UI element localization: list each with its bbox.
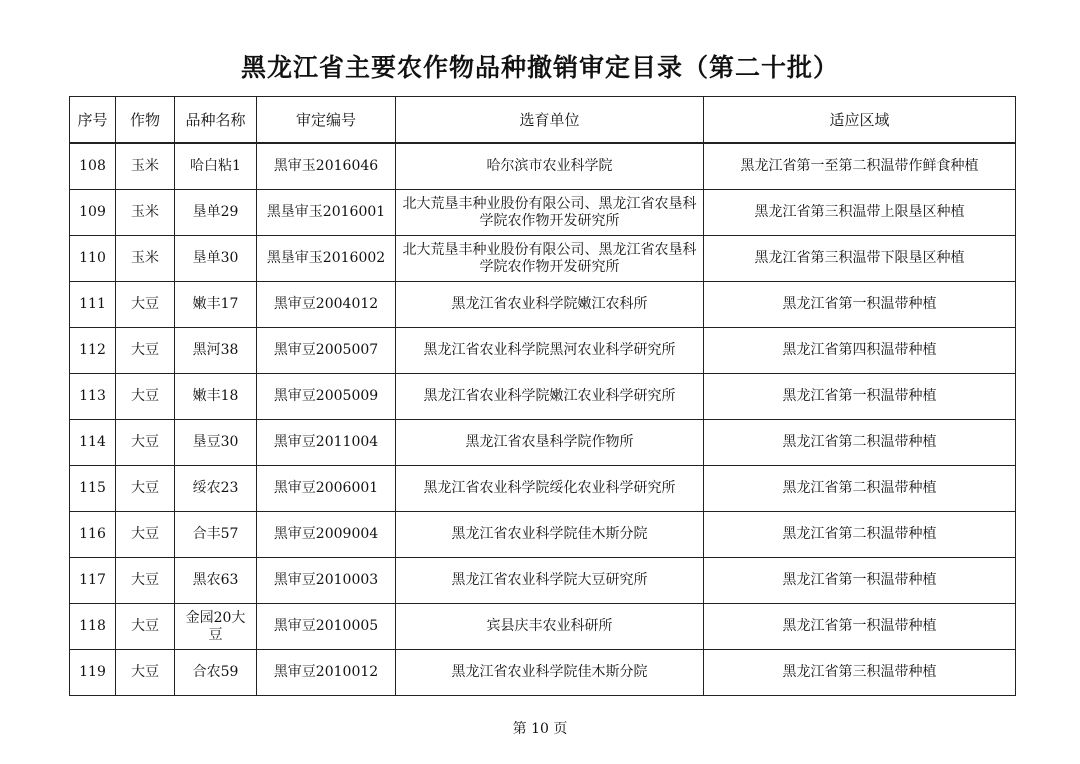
cell-approval-number: 黑审豆2010003 xyxy=(257,558,396,604)
cell-breeder: 北大荒垦丰种业股份有限公司、黑龙江省农垦科学院农作物开发研究所 xyxy=(396,190,704,236)
cell-index: 113 xyxy=(70,374,116,420)
cell-region: 黑龙江省第一积温带种植 xyxy=(704,282,1016,328)
column-header-breeder: 选育单位 xyxy=(396,97,704,144)
cell-variety: 嫩丰18 xyxy=(175,374,257,420)
cell-crop: 大豆 xyxy=(116,512,175,558)
cell-breeder: 黑龙江省农业科学院佳木斯分院 xyxy=(396,650,704,696)
cell-index: 118 xyxy=(70,604,116,650)
table-row xyxy=(70,190,1016,236)
table-row xyxy=(70,558,1016,604)
cell-variety: 黑农63 xyxy=(175,558,257,604)
cell-crop: 大豆 xyxy=(116,604,175,650)
table-row xyxy=(70,143,1016,190)
cell-variety: 垦豆30 xyxy=(175,420,257,466)
cell-index: 117 xyxy=(70,558,116,604)
cell-breeder: 黑龙江省农垦科学院作物所 xyxy=(396,420,704,466)
cell-breeder: 黑龙江省农业科学院大豆研究所 xyxy=(396,558,704,604)
cell-region: 黑龙江省第一积温带种植 xyxy=(704,558,1016,604)
cell-crop: 大豆 xyxy=(116,466,175,512)
cell-approval-number: 黑审玉2016046 xyxy=(257,143,396,190)
cell-variety: 垦单30 xyxy=(175,236,257,282)
column-header-approval-number: 审定编号 xyxy=(257,97,396,144)
cell-approval-number: 黑审豆2006001 xyxy=(257,466,396,512)
cell-crop: 玉米 xyxy=(116,236,175,282)
table-row xyxy=(70,328,1016,374)
cell-crop: 大豆 xyxy=(116,328,175,374)
cell-approval-number: 黑审豆2004012 xyxy=(257,282,396,328)
cell-variety: 金园20大豆 xyxy=(175,604,257,650)
table-row xyxy=(70,282,1016,328)
cell-index: 112 xyxy=(70,328,116,374)
cell-index: 110 xyxy=(70,236,116,282)
cell-region: 黑龙江省第四积温带种植 xyxy=(704,328,1016,374)
table-row xyxy=(70,650,1016,696)
table-header-row xyxy=(70,97,1016,144)
table-body xyxy=(70,143,1016,696)
cell-variety: 黑河38 xyxy=(175,328,257,374)
table-row xyxy=(70,420,1016,466)
cell-index: 111 xyxy=(70,282,116,328)
cell-crop: 大豆 xyxy=(116,558,175,604)
cell-region: 黑龙江省第三积温带上限垦区种植 xyxy=(704,190,1016,236)
cell-variety: 嫩丰17 xyxy=(175,282,257,328)
cell-index: 108 xyxy=(70,143,116,190)
table-row xyxy=(70,466,1016,512)
cell-breeder: 哈尔滨市农业科学院 xyxy=(396,143,704,190)
table-row xyxy=(70,604,1016,650)
cell-region: 黑龙江省第一至第二积温带作鲜食种植 xyxy=(704,143,1016,190)
column-header-index: 序号 xyxy=(70,97,116,144)
column-header-crop: 作物 xyxy=(116,97,175,144)
cell-variety: 合丰57 xyxy=(175,512,257,558)
cell-approval-number: 黑垦审玉2016002 xyxy=(257,236,396,282)
cell-variety: 绥农23 xyxy=(175,466,257,512)
cell-breeder: 黑龙江省农业科学院绥化农业科学研究所 xyxy=(396,466,704,512)
cell-crop: 玉米 xyxy=(116,143,175,190)
cell-index: 119 xyxy=(70,650,116,696)
cell-approval-number: 黑审豆2009004 xyxy=(257,512,396,558)
cell-region: 黑龙江省第二积温带种植 xyxy=(704,420,1016,466)
cell-approval-number: 黑审豆2005009 xyxy=(257,374,396,420)
page-title: 黑龙江省主要农作物品种撤销审定目录（第二十批） xyxy=(240,53,839,82)
cell-index: 116 xyxy=(70,512,116,558)
cell-crop: 大豆 xyxy=(116,282,175,328)
table-row xyxy=(70,236,1016,282)
cell-index: 115 xyxy=(70,466,116,512)
cell-approval-number: 黑审豆2010012 xyxy=(257,650,396,696)
cell-breeder: 宾县庆丰农业科研所 xyxy=(396,604,704,650)
cell-region: 黑龙江省第一积温带种植 xyxy=(704,374,1016,420)
cell-breeder: 黑龙江省农业科学院黑河农业科学研究所 xyxy=(396,328,704,374)
table-row xyxy=(70,512,1016,558)
column-header-variety: 品种名称 xyxy=(175,97,257,144)
cell-breeder: 北大荒垦丰种业股份有限公司、黑龙江省农垦科学院农作物开发研究所 xyxy=(396,236,704,282)
cell-region: 黑龙江省第三积温带下限垦区种植 xyxy=(704,236,1016,282)
cell-region: 黑龙江省第二积温带种植 xyxy=(704,466,1016,512)
cell-breeder: 黑龙江省农业科学院嫩江农业科学研究所 xyxy=(396,374,704,420)
cell-crop: 大豆 xyxy=(116,374,175,420)
column-header-region: 适应区域 xyxy=(704,97,1016,144)
cell-region: 黑龙江省第二积温带种植 xyxy=(704,512,1016,558)
cell-approval-number: 黑审豆2010005 xyxy=(257,604,396,650)
cell-crop: 玉米 xyxy=(116,190,175,236)
cell-variety: 合农59 xyxy=(175,650,257,696)
cell-breeder: 黑龙江省农业科学院佳木斯分院 xyxy=(396,512,704,558)
cell-crop: 大豆 xyxy=(116,650,175,696)
cell-index: 114 xyxy=(70,420,116,466)
cell-breeder: 黑龙江省农业科学院嫩江农科所 xyxy=(396,282,704,328)
table-row xyxy=(70,374,1016,420)
cell-region: 黑龙江省第一积温带种植 xyxy=(704,604,1016,650)
cell-crop: 大豆 xyxy=(116,420,175,466)
cell-approval-number: 黑审豆2011004 xyxy=(257,420,396,466)
cell-index: 109 xyxy=(70,190,116,236)
cell-variety: 哈白粘1 xyxy=(175,143,257,190)
cell-approval-number: 黑审豆2005007 xyxy=(257,328,396,374)
variety-table xyxy=(69,96,1016,696)
cell-approval-number: 黑垦审玉2016001 xyxy=(257,190,396,236)
page-number: 第 10 页 xyxy=(512,721,568,737)
cell-variety: 垦单29 xyxy=(175,190,257,236)
cell-region: 黑龙江省第三积温带种植 xyxy=(704,650,1016,696)
